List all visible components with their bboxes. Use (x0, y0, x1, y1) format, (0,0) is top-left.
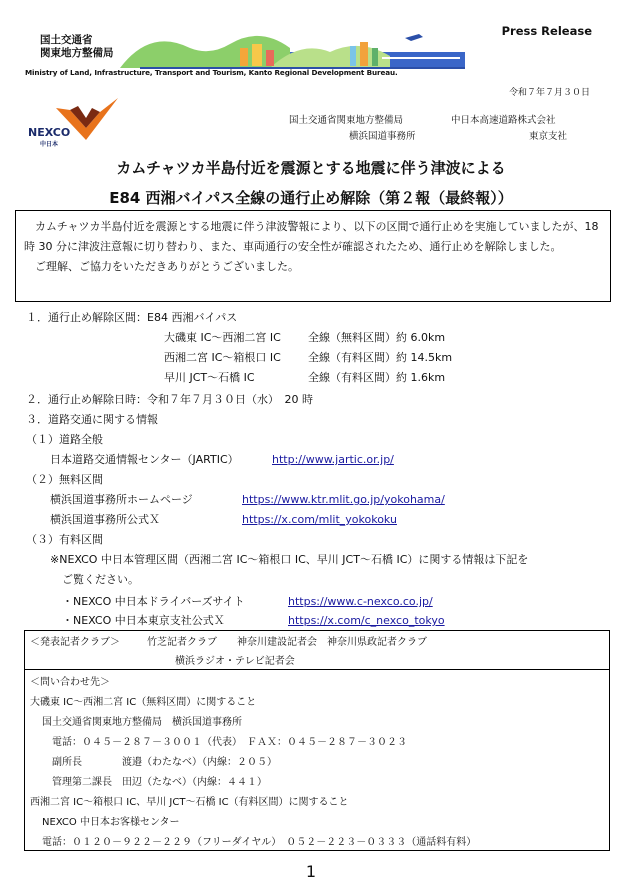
issuer-mlit-line1: 国土交通省関東地方整備局 (289, 115, 404, 126)
org-name-line1: 国土交通省 (40, 34, 93, 46)
contact-nexco-center: NEXCO 中日本お客様センター (42, 817, 180, 828)
jartic-label: 日本道路交通情報センター（JARTIC） (50, 453, 239, 466)
summary-thanks: ご理解、ご協力をいただきありがとうございました。 (35, 260, 299, 273)
section1-row1-section: 大磯東 IC～西湘二宮 IC (164, 331, 281, 344)
contact-phone-fax: 電話：０４５－２８７－３００１（代表） ＦＡＸ：０４５－２８７－３０２３ (52, 737, 407, 748)
contact-nexco-phone: 電話：０１２０－９２２－２２９（フリーダイヤル） ０５２－２２３－０３３３（通話料有料） (42, 837, 477, 848)
contact-manager: 管理第二課長 田辺（たなべ）（内線：４４１） (52, 777, 267, 788)
nexco-tokyo-x-link[interactable]: https://x.com/c_nexco_tokyo (288, 614, 445, 627)
release-date: 令和７年７月３０日 (508, 88, 590, 98)
section3-heading: ３．道路交通に関する情報 (26, 413, 158, 426)
press-club-line2: 横浜ラジオ・テレビ記者会 (175, 656, 295, 667)
nexco-drivers-label: ・NEXCO 中日本ドライバーズサイト (62, 595, 245, 608)
yokohama-x-link[interactable]: https://x.com/mlit_yokokoku (242, 513, 397, 526)
org-name-en: Ministry of Land, Infrastructure, Transport and Tourism, Kanto Regional Development Bureau. (25, 68, 398, 77)
contact-office: 国土交通省関東地方整備局 横浜国道事務所 (42, 717, 242, 728)
section1-row2-section: 西湘二宮 IC～箱根口 IC (164, 351, 281, 364)
section1-row2-detail: 全線（有料区間）約 14.5km (308, 351, 453, 364)
kanto-landscape-illustration (120, 18, 465, 70)
org-name-jp (40, 34, 114, 60)
nexco-logo-text: NEXCO (28, 126, 71, 139)
contact-toll-section: 西湘二宮 IC～箱根口 IC、早川 JCT～石橋 IC（有料区間）に関すること (30, 797, 349, 808)
press-club-label: ＜発表記者クラブ＞ (30, 637, 120, 648)
summary-paragraph: カムチャツカ半島付近を震源とする地震に伴う津波警報により、以下の区間で通行止めを実施していましたが、18 時 30 分に津波注意報に切り替わり、また、車両通行の安全性が確認されたため、通行止めを解除しました。 (24, 220, 599, 253)
nexco-tokyo-x-label: ・NEXCO 中日本東京支社公式Ｘ (62, 614, 225, 627)
yokohama-x-label: 横浜国道事務所公式Ｘ (50, 513, 160, 526)
section1-heading: １．通行止め解除区間：E84 西湘バイパス (26, 311, 238, 324)
yokohama-hp-link[interactable]: https://www.ktr.mlit.go.jp/yokohama/ (242, 493, 445, 506)
org-name-line2: 関東地方整備局 (40, 47, 114, 59)
press-release-label: Press Release (501, 24, 592, 38)
issuer-mlit-line2: 横浜国道事務所 (349, 131, 416, 142)
summary-box (15, 210, 611, 302)
title-line1: カムチャツカ半島付近を震源とする地震に伴う津波による (116, 159, 506, 177)
sub3-heading: （３）有料区間 (26, 533, 103, 546)
contact-free-section: 大磯東 IC～西湘二宮 IC（無料区間）に関すること (30, 697, 257, 708)
section1-row1-detail: 全線（無料区間）約 6.0km (308, 331, 446, 344)
press-club-line1: 竹芝記者クラブ 神奈川建設記者会 神奈川県政記者クラブ (147, 637, 427, 648)
sub3-note-line2: ご覧ください。 (62, 573, 139, 586)
sub1-heading: （１）道路全般 (26, 433, 103, 446)
yokohama-hp-label: 横浜国道事務所ホームページ (50, 493, 193, 506)
section1-row3-section: 早川 JCT～石橋 IC (164, 371, 255, 384)
jartic-link[interactable]: http://www.jartic.or.jp/ (272, 453, 394, 466)
contact-deputy: 副所長 渡邉（わたなべ）（内線：２０５） (52, 757, 277, 768)
sub3-note-line1: ※NEXCO 中日本管理区間（西湘二宮 IC～箱根口 IC、早川 JCT～石橋 IC）に関する情報は下記を (50, 553, 529, 566)
section2-text: ２．通行止め解除日時：令和７年７月３０日（水） 20 時 (26, 393, 313, 406)
nexco-drivers-link[interactable]: https://www.c-nexco.co.jp/ (288, 595, 433, 608)
issuer-nexco-line1: 中日本高速道路株式会社 (451, 115, 556, 126)
section1-row3-detail: 全線（有料区間）約 1.6km (308, 371, 446, 384)
issuer-nexco-line2: 東京支社 (529, 131, 568, 142)
nexco-logo-sub: 中日本 (40, 141, 59, 148)
sub2-heading: （２）無料区間 (26, 473, 103, 486)
contact-heading: ＜問い合わせ先＞ (30, 677, 110, 688)
page-number: 1 (305, 862, 317, 881)
title-line2: E84 西湘バイパス全線の通行止め解除（第２報（最終報）） (109, 189, 513, 207)
